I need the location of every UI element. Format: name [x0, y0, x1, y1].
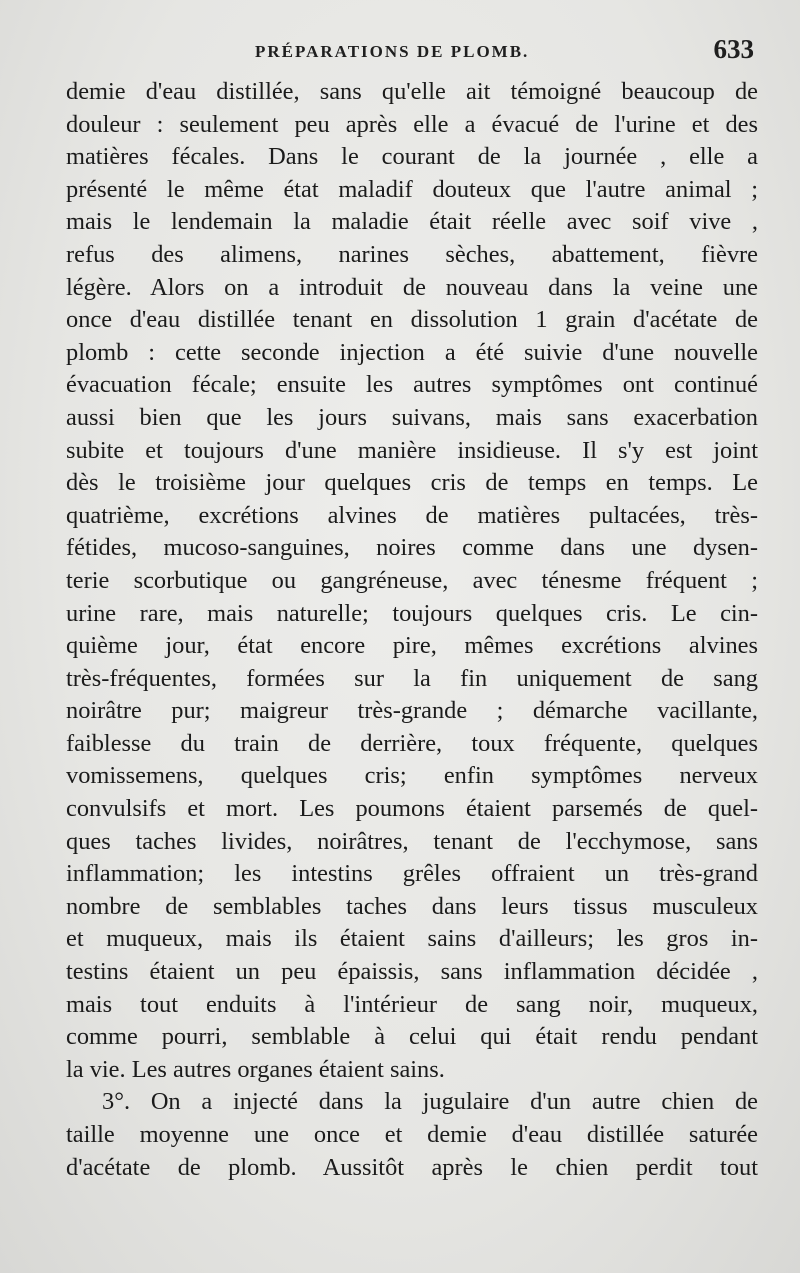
text-line: demie d'eau distillée, sans qu'elle ait témoigné beaucoup de — [66, 78, 758, 105]
text-line: refus des alimens, narines sèches, abattement, fièvre — [66, 240, 758, 268]
text-line: once d'eau distillée tenant en dissolution 1 grain d'acétate de — [66, 306, 758, 334]
text-line: ques taches livides, noirâtres, tenant de l'ecchymose, sans — [66, 827, 758, 855]
text-line: nombre de semblables taches dans leurs tissus musculeux — [66, 892, 758, 920]
text-line: et muqueux, mais ils étaient sains d'ailleurs; les gros in- — [66, 925, 758, 953]
text-line: inflammation; les intestins grêles offraient un très-grand — [66, 860, 758, 888]
text-line: fétides, mucoso-sanguines, noires comme dans une dysen- — [66, 534, 758, 562]
text-line: quatrième, excrétions alvines de matières pultacées, très- — [66, 501, 758, 529]
text-line: taille moyenne une once et demie d'eau distillée saturée — [66, 1121, 758, 1148]
text-line: évacuation fécale; ensuite les autres symptômes ont continué — [66, 371, 758, 399]
text-line: urine rare, mais naturelle; toujours quelques cris. Le cin- — [66, 599, 758, 627]
text-line: dès le troisième jour quelques cris de temps en temps. Le — [66, 469, 758, 497]
page-header — [60, 34, 772, 74]
page-number: 633 — [713, 34, 754, 64]
text-line: présenté le même état maladif douteux que l'autre animal ; — [66, 175, 758, 203]
text-line: douleur : seulement peu après elle a évacué de l'urine et des — [66, 110, 758, 138]
text-line: légère. Alors on a introduit de nouveau dans la veine une — [66, 273, 758, 301]
text-line: mais tout enduits à l'intérieur de sang noir, muqueux, — [66, 990, 758, 1018]
text-line: très-fréquentes, formées sur la fin uniquement de sang — [66, 664, 758, 692]
text-line: aussi bien que les jours suivans, mais sans exacerbation — [66, 403, 758, 431]
text-line: plomb : cette seconde injection a été suivie d'une nouvelle — [66, 338, 758, 366]
text-line: la vie. Les autres organes étaient sains. — [66, 1055, 445, 1083]
text-line: quième jour, état encore pire, mêmes excrétions alvines — [66, 632, 758, 660]
text-line: 3°. On a injecté dans la jugulaire d'un autre chien de — [102, 1088, 758, 1116]
text-line: mais le lendemain la maladie était réelle avec soif vive , — [66, 208, 758, 236]
body-text — [66, 76, 758, 1184]
running-head: PRÉPARATIONS DE PLOMB. — [255, 42, 530, 61]
text-line: noirâtre pur; maigreur très-grande ; démarche vacillante, — [66, 697, 758, 725]
text-line: convulsifs et mort. Les poumons étaient parsemés de quel- — [66, 795, 758, 823]
text-line: vomissemens, quelques cris; enfin symptômes nerveux — [66, 762, 758, 790]
text-line: subite et toujours d'une manière insidieuse. Il s'y est joint — [66, 436, 758, 464]
text-line: testins étaient un peu épaissis, sans inflammation décidée , — [66, 958, 758, 986]
text-line: d'acétate de plomb. Aussitôt après le chien perdit tout — [66, 1153, 758, 1181]
text-line: comme pourri, semblable à celui qui était rendu pendant — [66, 1023, 758, 1051]
text-line: terie scorbutique ou gangréneuse, avec ténesme fréquent ; — [66, 566, 758, 594]
text-line: matières fécales. Dans le courant de la journée , elle a — [66, 143, 758, 171]
text-line: faiblesse du train de derrière, toux fréquente, quelques — [66, 729, 758, 757]
